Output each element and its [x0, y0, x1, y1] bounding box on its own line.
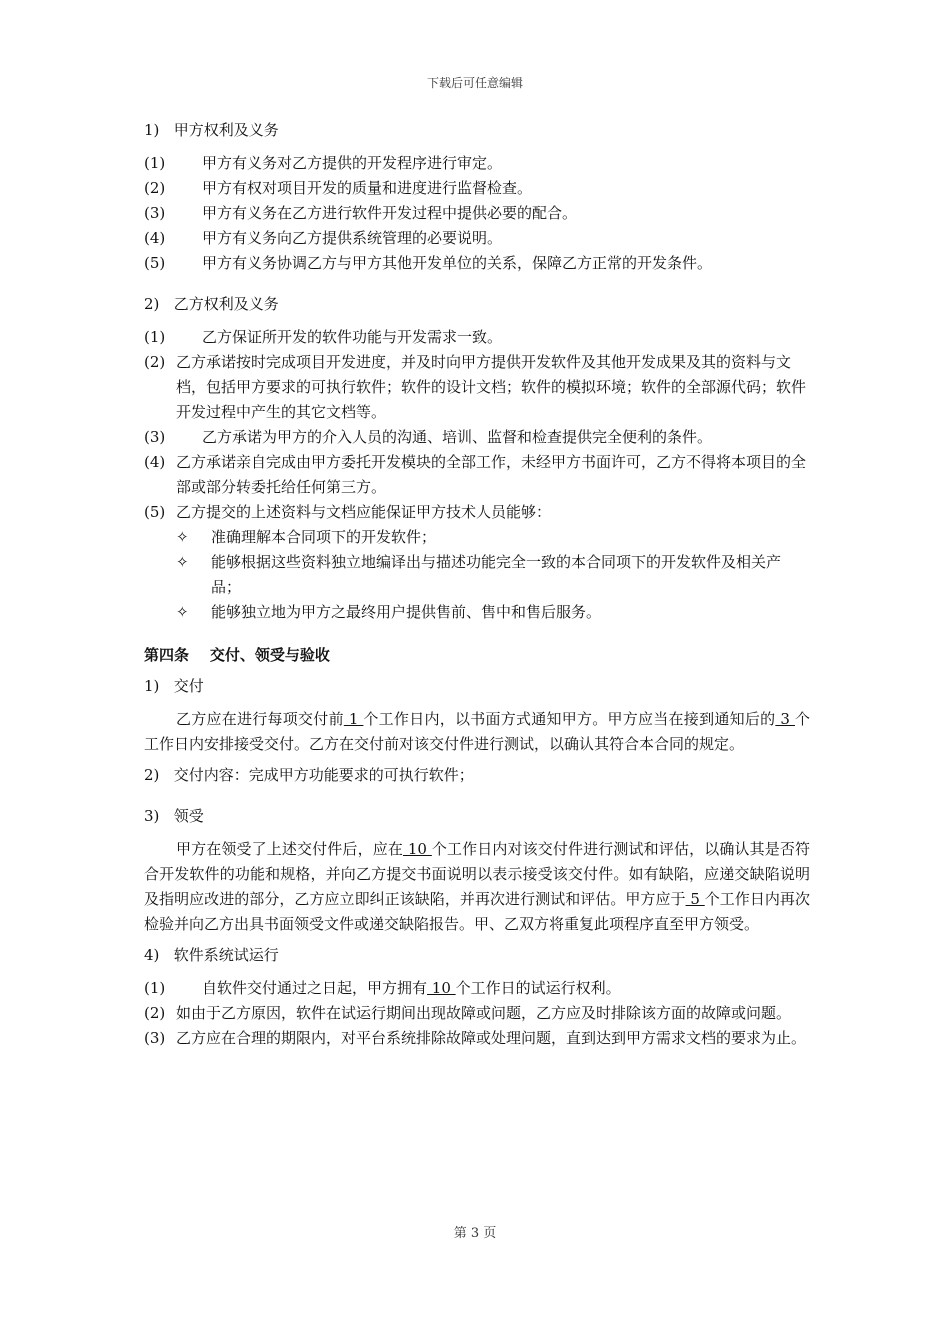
bullet-item: [144, 550, 810, 600]
item-text: 乙方承诺按时完成项目开发进度，并及时向甲方提供开发软件及其他开发成果及其的资料与文档，包括甲方要求的可执行软件；软件的设计文档；软件的模拟环境；软件的全部源代码；软件开发过程中产生的其它文档等。: [176, 353, 807, 421]
diamond-bullet-icon: ✧: [176, 603, 189, 621]
bullet-item: [144, 525, 810, 550]
bullet-text: 能够独立地为甲方之最终用户提供售前、售中和售后服务。: [211, 603, 602, 621]
item-text: 乙方提交的上述资料与文档应能保证甲方技术人员能够：: [176, 503, 552, 521]
article-4-title: 第四条 交付、领受与验收: [144, 646, 330, 664]
party-b-list: [144, 325, 810, 625]
list-item: [144, 450, 810, 500]
delivery-text-3: 个工作日内安排接受交付。乙方在交付前对该交付件进行测试，以确认其符合本合同的规定。: [144, 710, 810, 753]
list-item: [144, 500, 810, 525]
page-footer: 第 3 页: [453, 1226, 497, 1241]
party-b-heading: 2) 乙方权利及义务: [144, 295, 279, 313]
bullet-item: [144, 600, 810, 625]
list-item: [144, 350, 810, 425]
item-text: 乙方承诺亲自完成由甲方委托开发模块的全部工作，未经甲方书面许可，乙方不得将本项目的全部或部分转委托给任何第三方。: [176, 453, 807, 496]
diamond-bullet-icon: ✧: [176, 553, 189, 571]
party-a-heading: 1) 甲方权利及义务: [144, 121, 279, 139]
list-item: [144, 226, 810, 251]
diamond-bullet-icon: ✧: [176, 528, 189, 546]
list-item: [144, 325, 810, 350]
notice-days-value: 1: [343, 710, 364, 728]
item-text: 甲方有义务协调乙方与甲方其他开发单位的关系，保障乙方正常的开发条件。: [202, 254, 713, 272]
item-number: (4): [144, 453, 166, 471]
bullet-text: 能够根据这些资料独立地编译出与描述功能完全一致的本合同项下的开发软件及相关产品；: [211, 553, 782, 596]
list-item: [144, 201, 810, 226]
item-text: 乙方应在合理的期限内，对平台系统排除故障或处理问题，直到达到甲方需求文档的要求为止。: [176, 1029, 807, 1047]
item-number: (1): [144, 328, 166, 346]
list-item: [144, 1001, 810, 1026]
item-text: 甲方有义务对乙方提供的开发程序进行审定。: [202, 154, 503, 172]
item-text: 如由于乙方原因，软件在试运行期间出现故障或问题，乙方应及时排除该方面的故障或问题。: [176, 1004, 792, 1022]
item-number: (2): [144, 179, 166, 197]
item-number: (3): [144, 1029, 166, 1047]
item-text: 乙方承诺为甲方的介入人员的沟通、培训、监督和检查提供完全便利的条件。: [202, 428, 713, 446]
acceptance-paragraph: [144, 837, 810, 937]
item-text: 甲方有义务在乙方进行软件开发过程中提供必要的配合。: [202, 204, 578, 222]
list-item: [144, 176, 810, 201]
item-number: (5): [144, 254, 166, 272]
delivery-text-1: 乙方应在进行每项交付前: [176, 710, 344, 728]
acceptance-text-1: 甲方在领受了上述交付件后，应在: [176, 840, 403, 858]
trial-text-2: 个工作日的试运行权利。: [455, 979, 621, 997]
item-text: [176, 976, 810, 1001]
item-number: (1): [144, 979, 166, 997]
list-item: [144, 151, 810, 176]
item-number: (3): [144, 204, 166, 222]
trial-days-value: 10: [427, 979, 456, 997]
party-a-list: [144, 151, 810, 276]
trial-text-1: 自软件交付通过之日起，甲方拥有: [202, 979, 428, 997]
acceptance-text-2: 个工作日内对该交付件进行测试和评估，以确认其是否符合开发软件的功能和规格，并向乙方提交书面说明以表示接受该交付件。如有缺陷，应递交缺陷说明及指明应改进的部分，乙方应立即纠正该缺陷，并再次进行测试和评估。甲方应于: [144, 840, 810, 908]
delivery-paragraph: [144, 707, 810, 757]
recheck-days-value: 5: [685, 890, 705, 908]
item-number: (5): [144, 503, 166, 521]
page-header: 下载后可任意编辑: [426, 76, 523, 90]
list-item: [144, 425, 810, 450]
test-days-value: 10: [402, 840, 432, 858]
item-text: 乙方保证所开发的软件功能与开发需求一致。: [202, 328, 503, 346]
item-number: (2): [144, 1004, 166, 1022]
acceptance-text-3: 个工作日内再次检验并向乙方出具书面领受文件或递交缺陷报告。甲、乙双方将重复此项程序直至甲方领受。: [144, 890, 810, 933]
delivery-text-2: 个工作日内，以书面方式通知甲方。甲方应当在接到通知后的: [363, 710, 776, 728]
trial-list: [144, 976, 810, 1051]
item-text: 甲方有权对项目开发的质量和进度进行监督检查。: [202, 179, 533, 197]
list-item: [144, 1026, 810, 1051]
item-number: (2): [144, 353, 166, 371]
item-number: (4): [144, 229, 166, 247]
list-item: [144, 251, 810, 276]
acceptance-heading: 3) 领受: [144, 807, 204, 825]
trial-heading: 4) 软件系统试运行: [144, 946, 279, 964]
item-text: 甲方有义务向乙方提供系统管理的必要说明。: [202, 229, 503, 247]
list-item: [144, 976, 810, 1001]
bullet-text: 准确理解本合同项下的开发软件；: [211, 528, 437, 546]
arrange-days-value: 3: [775, 710, 795, 728]
item-number: (3): [144, 428, 166, 446]
delivery-heading: 1) 交付: [144, 677, 204, 695]
document-body: [144, 118, 810, 1051]
item-number: (1): [144, 154, 166, 172]
delivery-content-line: 2) 交付内容：完成甲方功能要求的可执行软件；: [144, 766, 474, 784]
